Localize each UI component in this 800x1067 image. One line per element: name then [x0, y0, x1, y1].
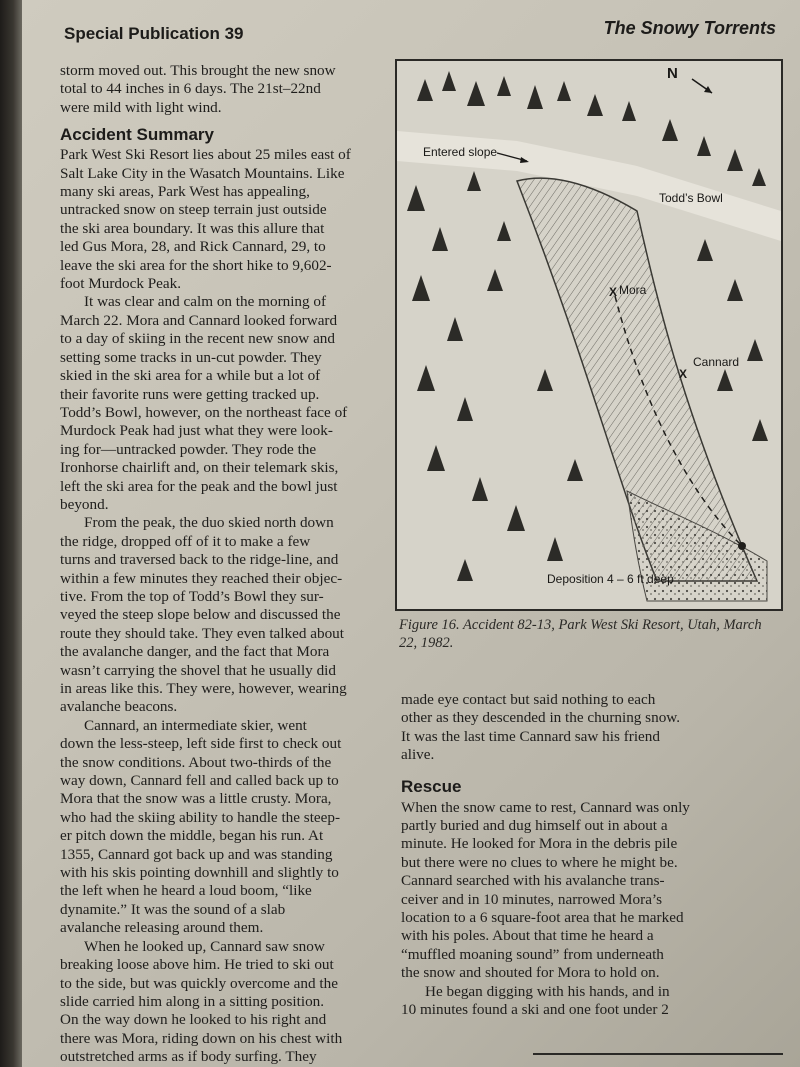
text-line: outstretched arms as if body surfing. They: [60, 1048, 317, 1066]
running-header-left: Special Publication 39: [64, 24, 244, 43]
intro-paragraph: [60, 62, 380, 117]
text-line: with his poles. About that time he heard a: [401, 927, 654, 945]
text-line: alive.: [401, 746, 435, 764]
text-line: beyond.: [60, 495, 109, 513]
text-line: leave the ski area for the short hike to 9,602-: [60, 256, 332, 274]
avalanche-site-illustration: [395, 59, 783, 611]
paragraph: [60, 717, 380, 938]
text-line: Park West Ski Resort lies about 25 miles east of: [60, 146, 351, 164]
text-line: with his skis pointing downhill and slightly to: [60, 864, 339, 882]
text-line: to the side, but was quickly overcome and the: [60, 974, 338, 992]
text-line: turns and traversed back to the ridge-line, and: [60, 551, 339, 569]
caption-line: Figure 16. Accident 82-13, Park West Ski Resort, Utah, March: [399, 617, 762, 633]
cannard-label: Cannard: [693, 355, 740, 369]
text-line: storm moved out. This brought the new snow: [60, 62, 336, 79]
text-line: were mild with light wind.: [60, 98, 222, 116]
text-line: there was Mora, riding down on his chest with: [60, 1029, 343, 1047]
text-line: wasn’t carrying the shovel that he usually did: [60, 661, 336, 679]
text-line: 10 minutes found a ski and one foot under 2: [401, 1001, 669, 1019]
text-line: er pitch down the middle, began his run. At: [60, 827, 324, 845]
text-line: avalanche releasing around them.: [60, 919, 264, 937]
text-line: Todd’s Bowl, however, on the northeast face of: [60, 403, 348, 421]
text-line: their favorite runs were getting tracked up.: [60, 385, 320, 403]
text-line: tive. From the top of Todd’s Bowl they sur-: [60, 587, 324, 605]
burial-point: [738, 542, 746, 550]
text-line: Mora that the snow was a little crusty. Mora,: [60, 790, 332, 808]
section-heading-rescue: Rescue: [401, 776, 462, 796]
text-line: dynamite.” It was the sound of a slab: [60, 900, 286, 918]
text-line: untracked snow on steep terrain just outside: [60, 201, 327, 219]
text-line: the ski area boundary. It was this allure that: [60, 219, 325, 237]
paragraph: [60, 938, 380, 1067]
todds-bowl-label: Todd’s Bowl: [659, 191, 723, 205]
paragraph: [401, 799, 731, 983]
intro-paragraph: [401, 691, 731, 765]
left-column: [60, 62, 380, 1067]
text-line: skied in the ski area for a while but a lot of: [60, 367, 321, 385]
section-heading-accident-summary: Accident Summary: [60, 125, 214, 145]
text-line: It was the last time Cannard saw his friend: [401, 727, 660, 745]
text-line: setting some tracks in un-cut powder. They: [60, 348, 322, 366]
text-line: total to 44 inches in 6 days. The 21st–22nd: [60, 80, 321, 98]
text-line: From the peak, the duo skied north down: [84, 514, 334, 532]
text-line: slide carried him along in a sitting position.: [60, 992, 325, 1010]
text-line: Salt Lake City in the Wasatch Mountains. Like: [60, 164, 345, 182]
page-shadow-edge: [0, 0, 22, 1067]
text-line: but there were no clues to where he might be.: [401, 853, 678, 871]
paragraph: [60, 146, 380, 293]
text-line: down the less-steep, left side first to check out: [60, 735, 342, 753]
mora-label: Mora: [619, 283, 647, 297]
text-line: partly buried and dug himself out in about a: [401, 817, 668, 835]
text-line: Cannard searched with his avalanche trans-: [401, 872, 665, 890]
text-line: many ski areas, Park West has appealing,: [60, 183, 310, 201]
text-line: location to a 6 square-foot area that he marked: [401, 909, 684, 927]
text-line: ceiver and in 10 minutes, narrowed Mora’s: [401, 890, 663, 908]
cannard-marker: X: [679, 367, 688, 381]
text-line: avalanche beacons.: [60, 698, 178, 716]
text-line: March 22. Mora and Cannard looked forward: [60, 311, 338, 329]
right-column: [401, 691, 731, 1020]
text-line: “muffled moaning sound” from underneath: [401, 945, 664, 963]
text-line: way down, Cannard fell and called back up to: [60, 772, 339, 790]
text-line: On the way down he looked to his right and: [60, 1011, 327, 1029]
figure-caption: [399, 616, 781, 652]
text-line: Murdock Peak had just what they were look-: [60, 422, 333, 440]
text-line: who had the skiing ability to handle the steep-: [60, 808, 341, 826]
north-arrow-head: [704, 86, 712, 93]
text-line: the snow and shouted for Mora to hold on.: [401, 964, 660, 982]
text-line: When the snow came to rest, Cannard was only: [401, 798, 690, 816]
illustration-drawing: [397, 61, 781, 609]
text-line: minute. He looked for Mora in the debris pile: [401, 835, 678, 853]
text-line: the avalanche danger, and the fact that Mora: [60, 643, 330, 661]
text-line: made eye contact but said nothing to each: [401, 691, 656, 708]
text-line: to a day of skiing in the recent new snow and: [60, 330, 335, 348]
text-line: Ironhorse chairlift and, on their telemark skis,: [60, 459, 339, 477]
text-line: breaking loose above him. He tried to ski out: [60, 956, 334, 974]
text-line: the ridge, dropped off of it to make a few: [60, 532, 311, 550]
text-line: other as they descended in the churning snow.: [401, 709, 681, 727]
deposition-label: Deposition 4 – 6 ft deep: [547, 572, 674, 586]
north-label: N: [667, 65, 678, 82]
paragraph: [60, 293, 380, 514]
paragraph: [60, 514, 380, 716]
text-line: He began digging with his hands, and in: [425, 982, 670, 1000]
text-line: the snow conditions. About two-thirds of the: [60, 753, 332, 771]
paragraph: [401, 983, 731, 1020]
text-line: the left when he heard a loud boom, “like: [60, 882, 312, 900]
running-header-right: The Snowy Torrents: [603, 18, 776, 38]
text-line: ing for—untracked powder. They rode the: [60, 440, 317, 458]
text-line: foot Murdock Peak.: [60, 275, 182, 293]
entered-slope-label: Entered slope: [423, 145, 498, 159]
footer-rule: [533, 1053, 783, 1055]
text-line: veyed the steep slope below and discussed the: [60, 606, 341, 624]
text-line: within a few minutes they reached their objec-: [60, 569, 343, 587]
text-line: 1355, Cannard got back up and was standing: [60, 845, 333, 863]
caption-line: 22, 1982.: [399, 635, 454, 651]
mora-marker: X: [609, 285, 618, 299]
text-line: It was clear and calm on the morning of: [84, 293, 327, 311]
text-line: When he looked up, Cannard saw snow: [84, 937, 325, 955]
text-line: in areas like this. They were, however, wearing: [60, 680, 347, 697]
text-line: led Gus Mora, 28, and Rick Cannard, 29, to: [60, 238, 326, 256]
text-line: left the ski area for the peak and the bowl just: [60, 477, 338, 495]
text-line: route they should take. They even talked about: [60, 624, 344, 642]
text-line: Cannard, an intermediate skier, went: [84, 716, 307, 734]
